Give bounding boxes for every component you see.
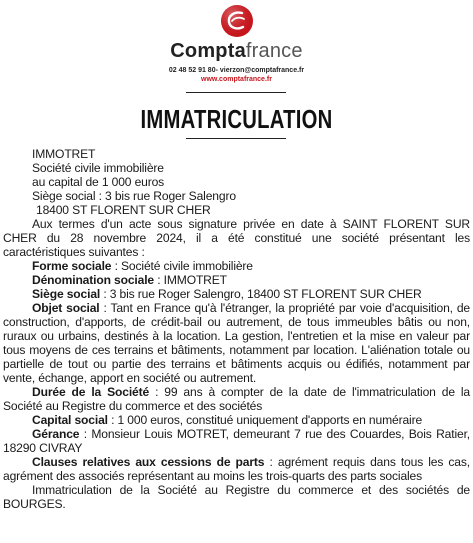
field-gerance-value: : Monsieur Louis MOTRET, demeurant 7 rue des Couardes, Bois Ratier, 18290 CIVRAY — [3, 427, 470, 455]
company-siege: Siège social : 3 bis rue Roger Salengro — [32, 189, 236, 203]
field-siege-label: Siège social — [32, 287, 101, 301]
field-gerance-label: Gérance — [32, 427, 80, 441]
field-forme-value: : Société civile immobilière — [111, 259, 253, 273]
field-clauses — [3, 455, 470, 483]
company-city: 18400 ST FLORENT SUR CHER — [36, 203, 211, 217]
brand-name-part1: Compta — [170, 40, 246, 62]
brand-name-part2: france — [245, 40, 303, 62]
field-objet-label: Objet social — [32, 301, 100, 315]
field-duree-label: Durée de la Société — [32, 385, 150, 399]
company-capital: au capital de 1 000 euros — [32, 175, 165, 189]
field-objet-value: : Tant en France qu'à l'étranger, la propriété par voie d'acquisition, de construction, d'apports, de crédit-bail ou autrement, de tous immeubles bâtis ou non, ruraux ou urbains, destinés à la location. La gestion, l'entretien et la mise en valeur par tous moyens de ces terrains et bâtiments, notamment par location. L'aliénation totale ou partielle de tout ou partie des terrains et bâtiments acquis ou édifiés, notamment par vente, échange, apport en société ou autrement. — [3, 301, 470, 385]
intro-paragraph: Aux termes d'un acte sous signature privée en date à SAINT FLORENT SUR CHER du 28 novembre 2024, il a été constitué une société présentant les caractéristiques suivantes : — [3, 217, 470, 259]
field-gerance — [3, 427, 470, 455]
title-rule-bottom — [186, 138, 286, 139]
field-clauses-label: Clauses relatives aux cessions de parts — [32, 455, 265, 469]
field-forme-label: Forme sociale — [32, 259, 112, 273]
comptafrance-logo-icon — [220, 4, 254, 38]
field-clauses-value: : agrément requis dans tous les cas, agrément des associés représentant au moins les trois-quarts des parts sociales — [3, 455, 470, 483]
brand-header — [0, 4, 473, 84]
brand-name — [0, 40, 473, 62]
company-name: IMMOTRET — [32, 147, 96, 161]
notice-title: IMMATRICULATION — [140, 104, 333, 134]
field-objet — [3, 301, 470, 385]
closing-paragraph: Immatriculation de la Société au Registre du commerce et des sociétés de BOURGES. — [3, 483, 470, 511]
field-forme — [3, 259, 470, 273]
brand-contact: 02 48 52 91 80- vierzon@comptafrance.fr — [168, 67, 305, 74]
field-duree-value: : 99 ans à compter de la date de l'immatriculation de la Société au Registre du commerce et des sociétés — [3, 385, 470, 413]
field-capital-value: : 1 000 euros, constitué uniquement d'apports en numéraire — [107, 413, 423, 427]
field-siege — [3, 287, 470, 301]
field-capital-label: Capital social — [32, 413, 108, 427]
field-denomination-value: : IMMOTRET — [154, 273, 227, 287]
notice-body — [3, 147, 470, 511]
company-form: Société civile immobilière — [32, 161, 164, 175]
field-duree — [3, 385, 470, 413]
field-siege-value: : 3 bis rue Roger Salengro, 18400 ST FLORENT SUR CHER — [100, 287, 422, 301]
field-capital — [3, 413, 470, 427]
brand-website: www.comptafrance.fr — [201, 76, 272, 83]
field-denomination-label: Dénomination sociale — [32, 273, 154, 287]
title-rule-top — [186, 92, 286, 93]
field-denomination — [3, 273, 470, 287]
